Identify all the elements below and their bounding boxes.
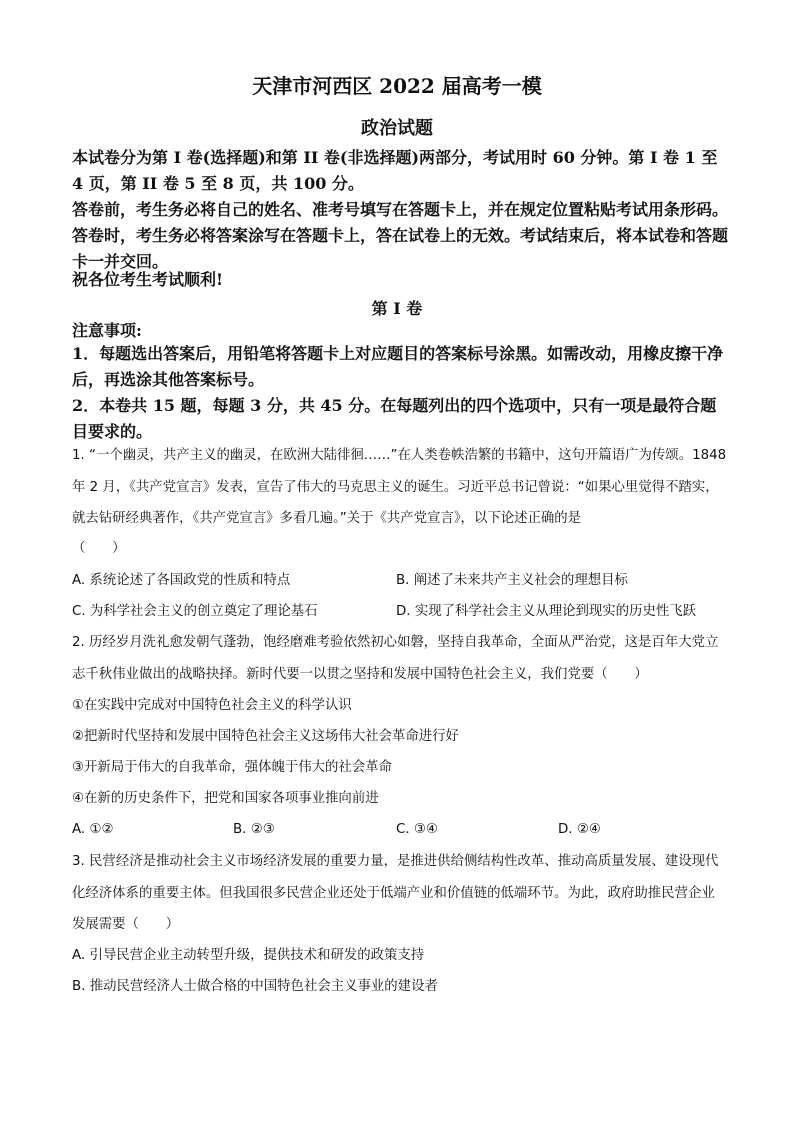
question-2-stem: 2. 历经岁月洗礼愈发朝气蓬勃，饱经磨难考验依然初心如磐，坚持自我革命，全面从严治党，这是百年大党立志千秋伟业做出的战略抉择。新时代要一以贯之坚持和发展中国特色社会主义，我们党要（ ） <box>72 635 719 682</box>
question-3-stem: 3. 民营经济是推动社会主义市场经济发展的重要力量，是推进供给侧结构性改革、推动高质量发展、建设现代化经济体系的重要主体。但我国很多民营企业还处于低端产业和价值链的低端环节。为此，政府助推民营企业发展需要（ ） <box>72 854 719 933</box>
question-2-option-d[interactable]: D. ②④ <box>558 822 601 837</box>
question-2-statement-3: ③开新局于伟大的自我革命，强体魄于伟大的社会革命 <box>72 760 392 775</box>
question-2-statement-1: ①在实践中完成对中国特色社会主义的科学认识 <box>72 698 352 713</box>
section-title: 第 I 卷 <box>371 299 423 318</box>
exam-subtitle: 政治试题 <box>361 118 433 139</box>
question-1-options-row-1 <box>72 565 728 596</box>
question-1-option-d[interactable]: D. 实现了科学社会主义从理论到现实的历史性飞跃 <box>396 604 697 619</box>
question-1-blank: （ ） <box>72 541 126 556</box>
question-1-options-row-2 <box>72 596 728 627</box>
question-3-option-b[interactable]: B. 推动民营经济人士做合格的中国特色社会主义事业的建设者 <box>72 979 438 994</box>
notice-heading: 注意事项: <box>72 321 142 340</box>
question-2-options-row <box>72 814 728 845</box>
question-1-option-a[interactable]: A. 系统论述了各国政党的性质和特点 <box>72 573 291 588</box>
exam-title: 天津市河西区 2022 届高考一模 <box>252 74 542 98</box>
intro-paragraph-2: 答卷前，考生务必将自己的姓名、准考号填写在答题卡上，并在规定位置粘贴考试用条形码。答卷时，考生务必将答案涂写在答题卡上，答在试卷上的无效。考试结束后，将本试卷和答题卡一并交回。 <box>72 200 729 271</box>
question-2-statement-4: ④在新的历史条件下，把党和国家各项事业推向前进 <box>72 791 379 806</box>
question-2-statement-2: ②把新时代坚持和发展中国特色社会主义这场伟大社会革命进行好 <box>72 729 459 744</box>
notice-item-2: 2．本卷共 15 题，每题 3 分，共 45 分。在每题列出的四个选项中，只有一项是最符合题目要求的。 <box>72 396 717 441</box>
question-2-option-b[interactable]: B. ②③ <box>233 822 275 837</box>
question-2-option-c[interactable]: C. ③④ <box>396 822 438 837</box>
question-2-option-a[interactable]: A. ①② <box>72 822 114 837</box>
question-1-stem: 1. “一个幽灵，共产主义的幽灵，在欧洲大陆徘徊……”在人类卷帙浩繁的书籍中，这句开篇语广为传颂。1848 年 2 月，《共产党宣言》发表，宣告了伟大的马克思主义的诞生。习近平总书记曾说：“如果心里觉得不踏实，就去钻研经典著作，《共产党宣言》多看几遍。”关于《共产党宣言》，以下论述正确的是 <box>72 448 727 527</box>
intro-paragraph-1: 本试卷分为第 I 卷(选择题)和第 II 卷(非选择题)两部分，考试用时 60 分钟。第 I 卷 1 至 4 页，第 II 卷 5 至 8 页，共 100 分。 <box>72 148 718 193</box>
question-3-option-a[interactable]: A. 引导民营企业主动转型升级，提供技术和研发的政策支持 <box>72 948 425 963</box>
question-1-option-c[interactable]: C. 为科学社会主义的创立奠定了理论基石 <box>72 604 318 619</box>
intro-paragraph-3: 祝各位考生考试顺利! <box>72 270 224 289</box>
question-1-option-b[interactable]: B. 阐述了未来共产主义社会的理想目标 <box>396 573 628 588</box>
notice-item-1: 1．每题选出答案后，用铅笔将答题卡上对应题目的答案标号涂黑。如需改动，用橡皮擦干净后，再选涂其他答案标号。 <box>72 344 724 389</box>
